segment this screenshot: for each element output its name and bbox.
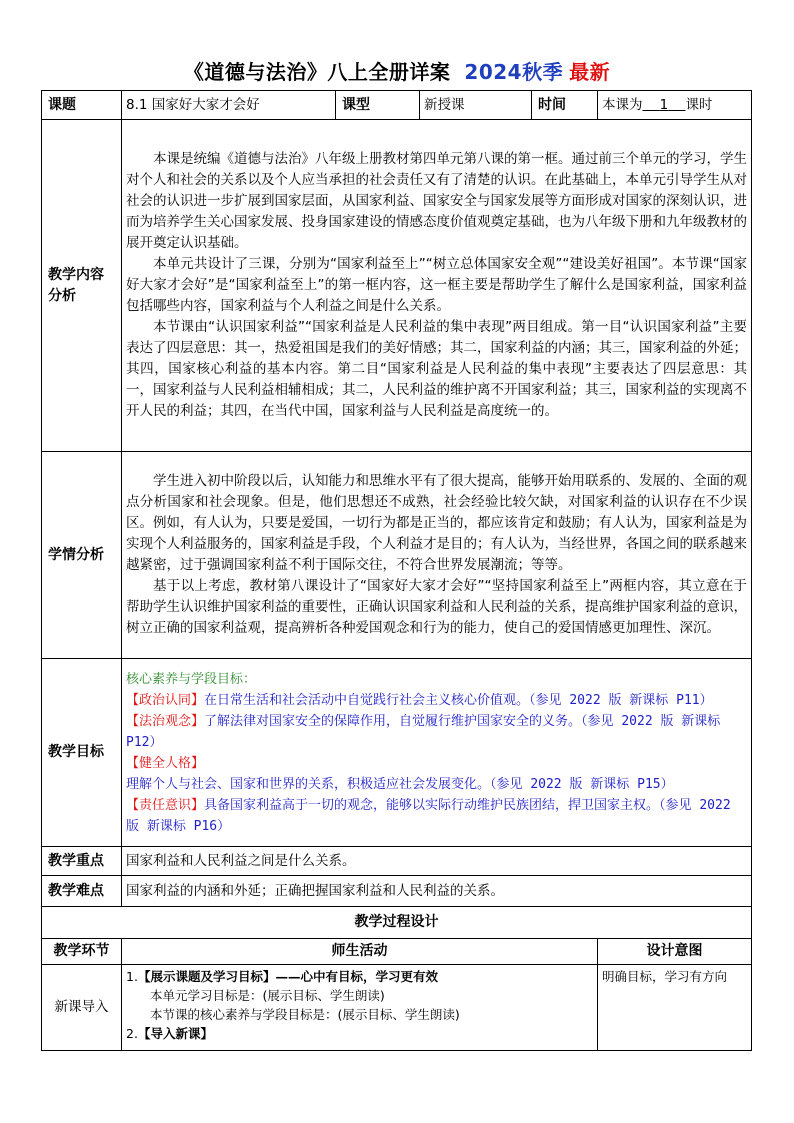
activity-line-1-text: ——心中有目标，学习更有效 [275, 969, 438, 984]
process-row [42, 965, 752, 1051]
process-title-row [42, 907, 752, 939]
objective-tag: 【政治认同】 [126, 692, 205, 708]
objective-item [126, 690, 747, 711]
objective-tag: 【责任意识】 [126, 797, 205, 813]
content-paragraph-3: 本节课由“认识国家利益”“国家利益是人民利益的集中表现”两目组成。第一目“认识国家利益”主要表达了四层意思：其一，热爱祖国是我们的美好情感；其二，国家利益的内涵；其三，国家利益的外延；其四，国家核心利益的基本内容。第二目“国家利益是人民利益的集中表现”主要表达了四层意思：其一，国家利益与人民利益相辅相成；其二，人民利益的维护离不开国家利益；其三，国家利益的实现离不开人民的利益；其四，在当代中国，国家利益与人民利益是高度统一的。 [126, 319, 747, 419]
type-label: 课型 [336, 91, 420, 120]
type-value: 新授课 [420, 91, 532, 120]
objective-text: 理解个人与社会、国家和世界的关系，积极适应社会发展变化。（参见 2022 版 新课标 P15） [126, 776, 674, 792]
activity-line-4-num: 2. [126, 1026, 138, 1041]
objective-text: 了解法律对国家安全的保障作用，自觉履行维护国家安全的义务。（参见 2022 版 新课标 P12） [126, 713, 721, 750]
objective-item [126, 711, 747, 753]
activity-line-2: 本单元学习目标是：(展示目标、学生朗读) [150, 988, 385, 1003]
learner-analysis-body [122, 452, 752, 659]
activity-line-4 [126, 1024, 593, 1043]
time-count [643, 97, 686, 113]
objective-text: 具备国家利益高于一切的观念，能够以实际行动维护民族团结，捍卫国家主权。（参见 2022 版 新课标 P16） [126, 797, 731, 834]
activity-line-1-tag: 【展示课题及学习目标】 [137, 969, 276, 984]
title-main: 《道德与法治》八上全册详案 [183, 60, 451, 84]
objective-tag: 【健全人格】 [126, 755, 205, 771]
objective-tag: 【法治观念】 [126, 713, 205, 729]
meta-row [42, 91, 752, 120]
content-analysis-body [122, 120, 752, 452]
objectives-body [122, 659, 752, 847]
topic-value: 8.1 国家好大家才会好 [122, 91, 336, 120]
col-intent-header: 设计意图 [598, 939, 752, 965]
process-intent: 明确目标，学习有方向 [598, 965, 752, 1051]
process-activity [122, 965, 598, 1051]
objective-item [126, 753, 747, 795]
key-point-row [42, 847, 752, 876]
content-paragraph-2: 本单元共设计了三课，分别为“国家利益至上”“树立总体国家安全观”“建设美好祖国”。本节课“国家好大家才会好”是“国家利益至上”的第一框内容，这一框主要是帮助学生了解什么是国家利益，国家利益包括哪些内容，国家利益与个人利益之间是什么关系。 [126, 256, 747, 314]
time-value [598, 91, 752, 120]
key-point-label: 教学重点 [42, 847, 122, 876]
objectives-label: 教学目标 [42, 659, 122, 847]
process-section-title: 教学过程设计 [42, 907, 752, 939]
lesson-plan-main [41, 90, 752, 1051]
objectives-row [42, 659, 752, 847]
objective-item [126, 795, 747, 837]
col-activity-header: 师生活动 [122, 939, 598, 965]
title-year: 2024秋季 [464, 60, 564, 84]
title-new: 最新 [569, 60, 611, 84]
activity-line-3: 本节课的核心素养与学段目标是：(展示目标、学生朗读) [150, 1007, 460, 1022]
difficulty-text: 国家利益的内涵和外延；正确把握国家利益和人民利益的关系。 [122, 876, 752, 907]
time-label: 时间 [532, 91, 598, 120]
difficulty-label: 教学难点 [42, 876, 122, 907]
topic-label: 课题 [42, 91, 122, 120]
objectives-intro: 核心素养与学段目标： [126, 671, 257, 687]
learner-analysis-row [42, 452, 752, 659]
activity-line-1-num: 1. [126, 969, 138, 984]
content-paragraph-1: 本课是统编《道德与法治》八年级上册教材第四单元第八课的第一框。通过前三个单元的学习，学生对个人和社会的关系以及个人应当承担的社会责任又有了清楚的认识。在此基础上，本单元引导学生从对社会的认识进一步扩展到国家层面，从国家利益、国家安全与国家发展等方面形成对国家的深刻认识，进而为培养学生关心国家发展、投身国家建设的情感态度价值观奠定基础，也为八年级下册和九年级教材的展开奠定认识基础。 [126, 151, 747, 251]
learner-paragraph-1: 学生进入初中阶段以后，认知能力和思维水平有了很大提高，能够开始用联系的、发展的、全面的观点分析国家和社会现象。但是，他们思想还不成熟，社会经验比较欠缺，对国家利益的认识存在不少误区。例如，有人认为，只要是爱国，一切行为都是正当的，都应该肯定和鼓励；有人认为，国家利益是为实现个人利益服务的，国家利益是手段，个人利益才是目的；有人认为，当经世界，各国之间的联系越来越紧密，过于强调国家利益不利于国际交往，不符合世界发展潮流；等等。 [126, 473, 747, 573]
col-stage-header: 教学环节 [42, 939, 122, 965]
content-analysis-row [42, 120, 752, 452]
objective-text: 在日常生活和社会活动中自觉践行社会主义核心价值观。（参见 2022 版 新课标 P11） [204, 692, 713, 708]
learner-analysis-label: 学情分析 [42, 452, 122, 659]
time-count-number: 1 [659, 96, 669, 113]
document-title [0, 56, 794, 85]
time-prefix: 本课为 [602, 96, 643, 113]
activity-line-1 [126, 967, 593, 986]
difficulty-row [42, 876, 752, 907]
content-analysis-label: 教学内容分析 [42, 120, 122, 452]
process-stage: 新课导入 [42, 965, 122, 1051]
process-header-row [42, 939, 752, 965]
learner-paragraph-2: 基于以上考虑，教材第八课设计了“国家好大家才会好”“坚持国家利益至上”两框内容，其立意在于帮助学生认识维护国家利益的重要性，正确认识国家利益和人民利益的关系，提高维护国家利益的意识，树立正确的国家利益观，提高辨析各种爱国观念和行为的能力，使自己的爱国情感更加理性、深沉。 [126, 578, 747, 636]
activity-line-4-tag: 【导入新课】 [137, 1026, 213, 1041]
time-suffix: 课时 [685, 96, 713, 113]
key-point-text: 国家利益和人民利益之间是什么关系。 [122, 847, 752, 876]
